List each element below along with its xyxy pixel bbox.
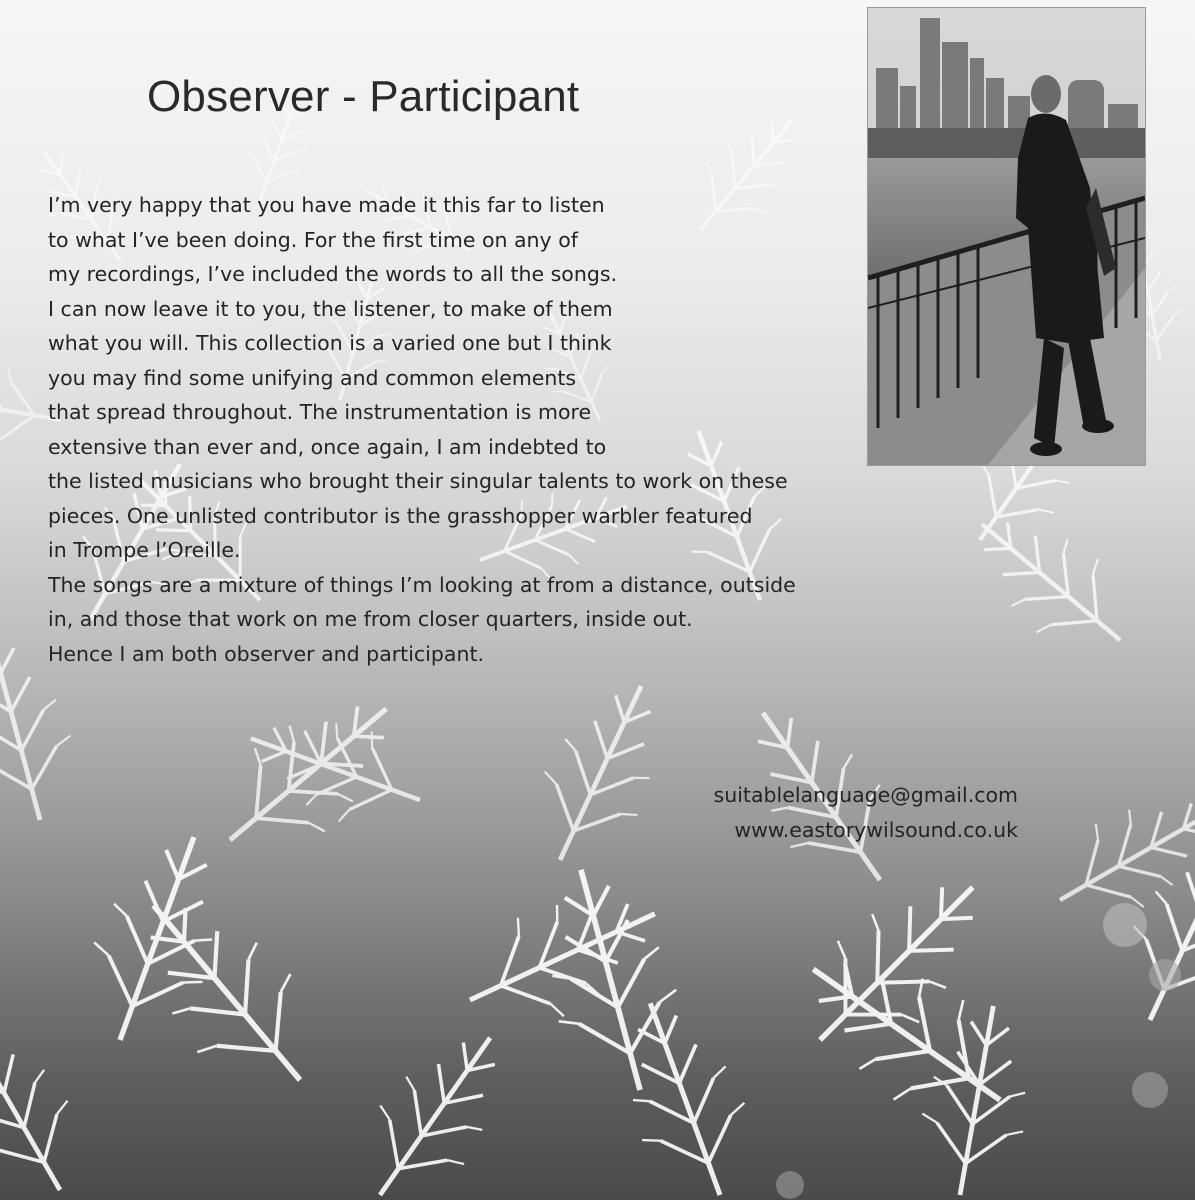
text-line: the listed musicians who brought their singular talents to work on these <box>48 469 788 493</box>
text-line: I’m very happy that you have made it this far to listen <box>48 193 605 217</box>
text-line: in Trompe l’Oreille. <box>48 538 241 562</box>
text-line: The songs are a mixture of things I’m looking at from a distance, outside <box>48 572 796 597</box>
text-line: I can now leave it to you, the listener, to make of them <box>48 296 613 321</box>
website-url[interactable]: www.eastorywilsound.co.uk <box>734 818 1018 842</box>
contact-info <box>620 778 1018 848</box>
text-line: you may find some unifying and common elements <box>48 365 577 390</box>
text-line: what you will. This collection is a varied one but I think <box>48 331 612 355</box>
text-line: in, and those that work on me from closer quarters, inside out. <box>48 607 693 631</box>
text-line: pieces. One unlisted contributor is the grasshopper warbler featured <box>48 503 753 528</box>
text-line: that spread throughout. The instrumentation is more <box>48 400 592 424</box>
text-line: Hence I am both observer and participant. <box>48 641 485 666</box>
email-address[interactable]: suitablelanguage@gmail.com <box>713 783 1018 807</box>
text-line: my recordings, I’ve included the words to all the songs. <box>48 262 618 286</box>
text-line: to what I’ve been doing. For the first time on any of <box>48 227 578 252</box>
text-line: extensive than ever and, once again, I am indebted to <box>48 434 607 459</box>
page-title: Observer - Participant <box>147 72 580 121</box>
liner-notes-text <box>48 188 1048 671</box>
